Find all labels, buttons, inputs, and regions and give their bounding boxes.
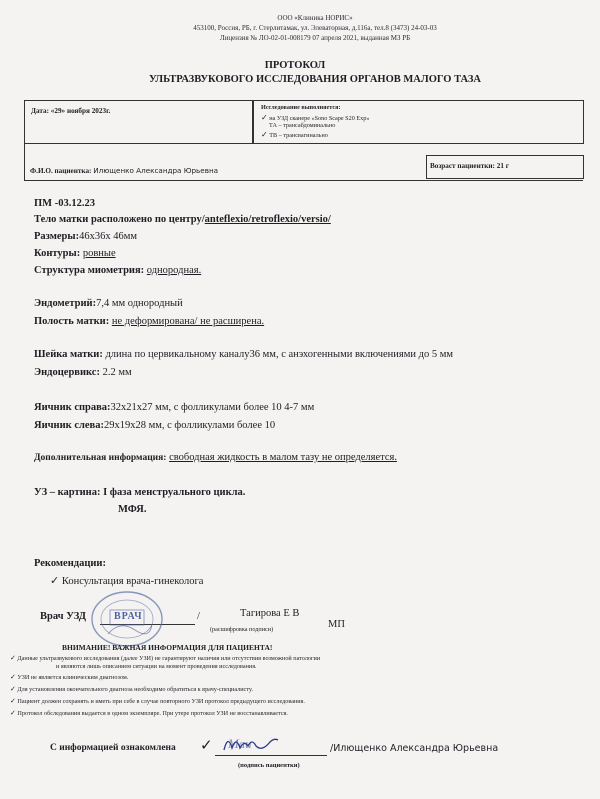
clinic-name: ООО «Клиника НОРИС» [277,14,353,22]
uterine-cavity: Полость матки: не деформирована/ не расширена. [34,316,265,327]
check-icon: ✓ [10,654,16,662]
mp-label: МП [328,619,345,630]
patient-name: Илющенко Александра Юрьевна [93,166,219,175]
doctor-label: Врач УЗД [40,611,86,622]
notice-item: ✓ Для установления окончательного диагноза необходимо обратиться к врачу-специалисту. [10,685,253,693]
uterus-size: Размеры:46х36х 46мм [34,231,138,242]
check-icon: ✓ [10,673,16,681]
clinic-license: Лицензия № ЛО-02-01-008179 07 апреля 2021, выданная МЗ РБ [219,34,411,42]
stamp-text: ВРАЧ [114,611,143,622]
protocol-subtitle: УЛЬТРАЗВУКОВОГО ИССЛЕДОВАНИЯ ОРГАНОВ МАЛОГО ТАЗА [148,74,482,85]
uterus-position: Тело матки расположено по центру/anteflexio/retroflexio/versio/ [34,214,331,225]
patient-signature [220,730,280,756]
date-box [24,100,254,144]
patient-line [30,166,218,175]
exam-ta: ТА – трансабдоминально [269,122,336,129]
check-icon: ✓ [10,709,16,717]
age-line [430,162,509,170]
check-icon: ✓ [10,697,16,705]
protocol-title: ПРОТОКОЛ [264,60,326,71]
check-icon: ✓ [10,685,16,693]
ovary-right: Яичник справа:32х21х27 мм, с фолликулами более 10 4-7 мм [34,402,315,413]
slash-divider: / [197,611,200,622]
exam-tv-line: ✓ ТВ – трансвагинально [261,130,328,139]
uterus-contour: Контуры: ровные [34,248,116,259]
recommendations-label: Рекомендации: [34,558,106,569]
pm-line: ПМ -03.12.23 [34,198,95,209]
notice-item: ✓ УЗИ не является клиническим диагнозом. [10,673,129,681]
notice-item: ✓ Данные ультразвукового исследования (далее УЗИ) не гарантируют наличия или отсутствия возможной патологии [10,654,321,662]
notice-item: ✓ Протокол обследования выдается в одном экземпляре. При утере протокол УЗИ не восстанавливается. [10,709,288,717]
date-value: «29» ноября 2023г. [50,107,111,115]
notice-item: ✓ Пациент должен сохранять и иметь при себе в случае повторного УЗИ протокол предыдущего исследования. [10,697,305,705]
acknowledge-name: /Илющенко Александра Юрьевна [330,743,499,754]
cervix: Шейка матки: длина по цервикальному каналу36 мм, с анэхогенными включениями до 5 мм [34,349,453,360]
conclusion-mfya: МФЯ. [118,504,147,515]
doctor-caption: (расшифровка подписи) [210,626,274,633]
additional-info: Дополнительная информация: свободная жидкость в малом тазу не определяется. [34,452,397,463]
ovary-left: Яичник слева:29х19х28 мм, с фолликулами более 10 [34,420,276,431]
check-icon: ✓ [261,130,268,139]
endometrium: Эндометрий:7,4 мм однородный [34,298,183,309]
acknowledge-label: С информацией ознакомлена [50,743,176,753]
exam-label: Исследование выполняется: [261,104,341,111]
exam-scanner-line: ✓ на УЗД сканере «Sono Scape S20 Exp» [261,113,370,122]
notice-title: ВНИМАНИЕ! ВАЖНАЯ ИНФОРМАЦИЯ ДЛЯ ПАЦИЕНТА! [62,643,273,652]
acknowledge-caption: (подпись пациентки) [238,762,300,769]
age-value: 21 г [496,162,509,170]
recommendation-item: ✓ Консультация врача-гинеколога [50,575,204,587]
endocervix: Эндоцервикс: 2.2 мм [34,367,132,378]
check-icon: ✓ [261,113,268,122]
date-line [31,107,110,115]
doctor-name: Тагирова Е В [240,608,300,619]
age-label: Возраст пациентки: [430,162,495,170]
notice-item: и являются лишь описанием ситуации на момент проведения исследования. [56,663,257,670]
doctor-stamp [90,590,164,648]
clinic-address: 453100, Россия, РБ, г. Стерлитамак, ул. Элеваторная, д.116а, тел.8 (3473) 24-03-03 [193,24,437,32]
date-label: Дата: [31,107,49,115]
check-icon: ✓ [200,738,213,754]
conclusion: УЗ – картина: I фаза менструального цикла. [34,487,246,498]
signature-text: Маи [228,736,252,751]
patient-label: Ф.И.О. пациентка: [30,167,92,175]
exam-box [252,100,584,144]
myometrium: Структура миометрия: однородная. [34,265,202,276]
check-icon: ✓ [50,575,60,587]
